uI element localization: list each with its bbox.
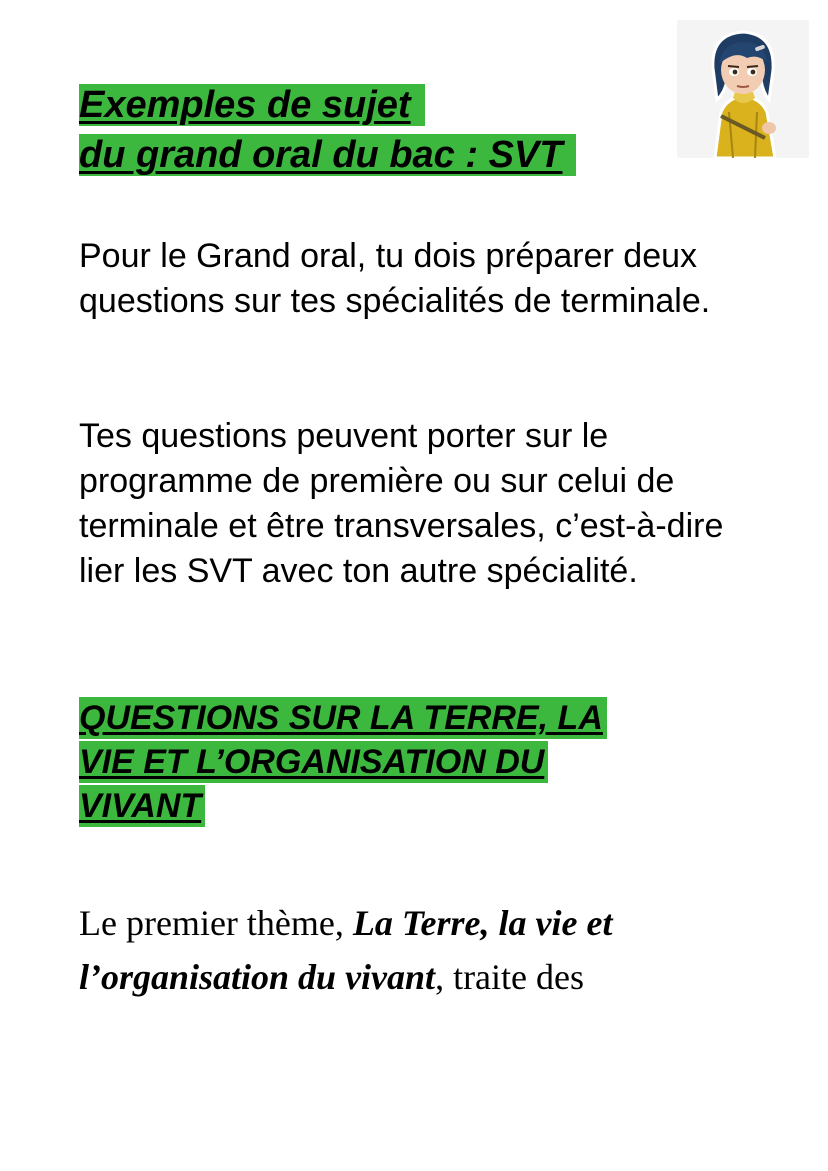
section-heading xyxy=(79,696,607,828)
section-heading-line-1: QUESTIONS SUR LA TERRE, LA xyxy=(79,697,607,739)
page-title xyxy=(79,80,576,180)
section-body-paragraph xyxy=(79,896,719,1004)
page-title-line-2: du grand oral du bac : SVT xyxy=(79,134,576,176)
intro-paragraph-1: Pour le Grand oral, tu dois préparer deux questions sur tes spécialités de terminale. xyxy=(79,237,711,320)
section-body-lead: Le premier thème, xyxy=(79,903,353,943)
page-title-line-1: Exemples de sujet xyxy=(79,84,425,126)
intro-paragraph-2: Tes questions peuvent porter sur le programme de première ou sur celui de terminale et être transversales, c’est-à-dire lier les SVT avec ton autre spécialité. xyxy=(79,417,724,590)
section-heading-line-2: VIE ET L’ORGANISATION DU xyxy=(79,741,548,783)
section-body-emphasis: La Terre, la vie et l’organisation du vivant xyxy=(79,903,613,997)
coraline-avatar-icon xyxy=(677,20,809,158)
section-heading-line-3: VIVANT xyxy=(79,785,205,827)
section-body-tail: , traite des xyxy=(435,957,585,997)
avatar xyxy=(677,20,809,158)
